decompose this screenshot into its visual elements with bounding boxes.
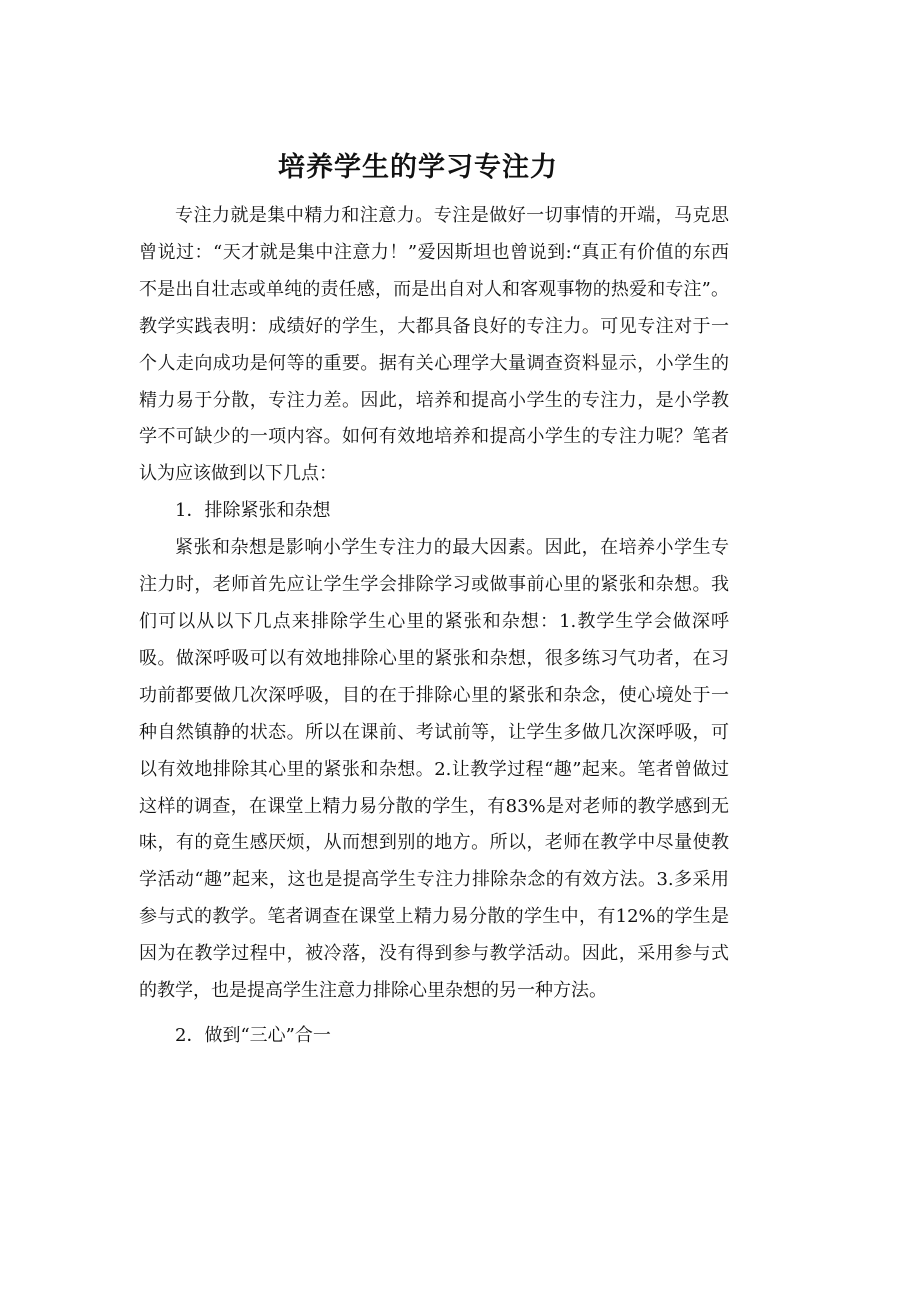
document-body <box>139 198 729 1055</box>
section-1-paragraph: 紧张和杂想是影响小学生专注力的最大因素。因此，在培养小学生专注力时，老师首先应让学生学会排除学习或做事前心里的紧张和杂想。我们可以从以下几点来排除学生心里的紧张和杂想：1.教学生学会做深呼吸。做深呼吸可以有效地排除心里的紧张和杂想，很多练习气功者，在习功前都要做几次深呼吸，目的在于排除心里的紧张和杂念，使心境处于一种自然镇静的状态。所以在课前、考试前等，让学生多做几次深呼吸，可以有效地排除其心里的紧张和杂想。2.让教学过程“趣”起来。笔者曾做过这样的调查，在课堂上精力易分散的学生，有83%是对老师的教学感到无味，有的竟生感厌烦，从而想到别的地方。所以，老师在教学中尽量使教学活动“趣”起来，这也是提高学生专注力排除杂念的有效方法。3.多采用参与式的教学。笔者调查在课堂上精力易分散的学生中，有12%的学生是因为在教学过程中，被冷落，没有得到参与教学活动。因此，采用参与式的教学，也是提高学生注意力排除心里杂想的另一种方法。 <box>139 537 729 1002</box>
intro-paragraph: 专注力就是集中精力和注意力。专注是做好一切事情的开端，马克思曾说过：“天才就是集中注意力！”爱因斯坦也曾说到:“真正有价值的东西不是出自壮志或单纯的责任感，而是出自对人和客观事物的热爱和专注”。教学实践表明：成绩好的学生，大都具备良好的专注力。可见专注对于一个人走向成功是何等的重要。据有关心理学大量调查资料显示，小学生的精力易于分散，专注力差。因此，培养和提高小学生的专注力，是小学教学不可缺少的一项内容。如何有效地培养和提高小学生的专注力呢？笔者认为应该做到以下几点： <box>139 205 729 485</box>
section-2-heading: 2．做到“三心”合一 <box>175 1024 331 1046</box>
section-1-heading: 1．排除紧张和杂想 <box>175 500 331 522</box>
section-spacer <box>139 1010 729 1018</box>
document-title: 培养学生的学习专注力 <box>278 152 558 183</box>
